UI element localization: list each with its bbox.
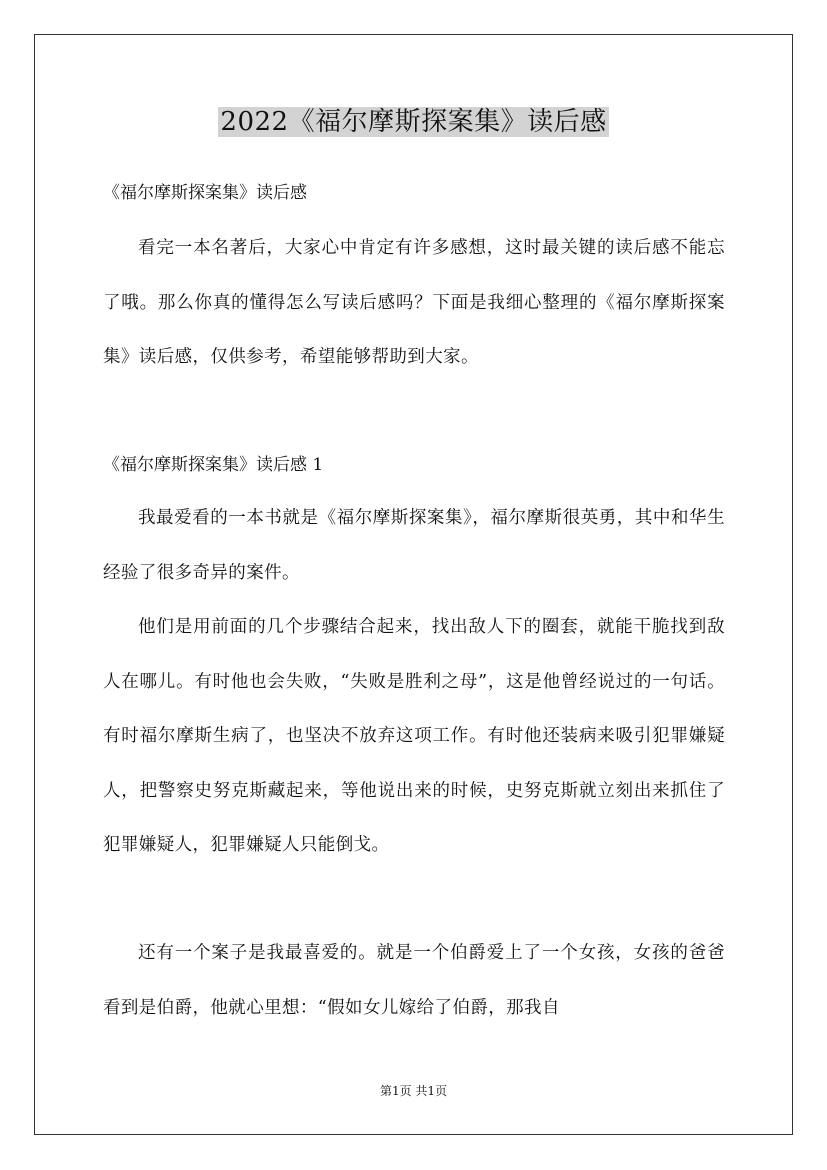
page-footer: 第1页 共1页 — [379, 1084, 448, 1098]
body-paragraph-1: 我最爱看的一本书就是《福尔摩斯探案集》，福尔摩斯很英勇，其中和华生经验了很多奇异的案件。 — [103, 508, 725, 583]
document-title — [0, 103, 827, 141]
document-subtitle: 《福尔摩斯探案集》读后感 — [103, 183, 307, 203]
body-paragraph-3: 还有一个案子是我最喜爱的。就是一个伯爵爱上了一个女孩，女孩的爸爸看到是伯爵，他就心里想：“假如女儿嫁给了伯爵，那我自 — [103, 943, 725, 1018]
section-heading: 《福尔摩斯探案集》读后感 1 — [103, 455, 324, 475]
intro-paragraph: 看完一本名著后，大家心中肯定有许多感想，这时最关键的读后感不能忘了哦。那么你真的懂得怎么写读后感吗？下面是我细心整理的《福尔摩斯探案集》读后感，仅供参考，希望能够帮助到大家。 — [103, 238, 725, 367]
body-paragraph-2: 他们是用前面的几个步骤结合起来，找出敌人下的圈套，就能干脆找到敌人在哪儿。有时他也会失败，“失败是胜利之母”，这是他曾经说过的一句话。有时福尔摩斯生病了，也坚决不放弃这项工作。有时他还装病来吸引犯罪嫌疑人，把警察史努克斯藏起来，等他说出来的时候，史努克斯就立刻出来抓住了犯罪嫌疑人，犯罪嫌疑人只能倒戈。 — [103, 617, 725, 855]
document-title-text: 2022《福尔摩斯探案集》读后感 — [220, 107, 607, 137]
